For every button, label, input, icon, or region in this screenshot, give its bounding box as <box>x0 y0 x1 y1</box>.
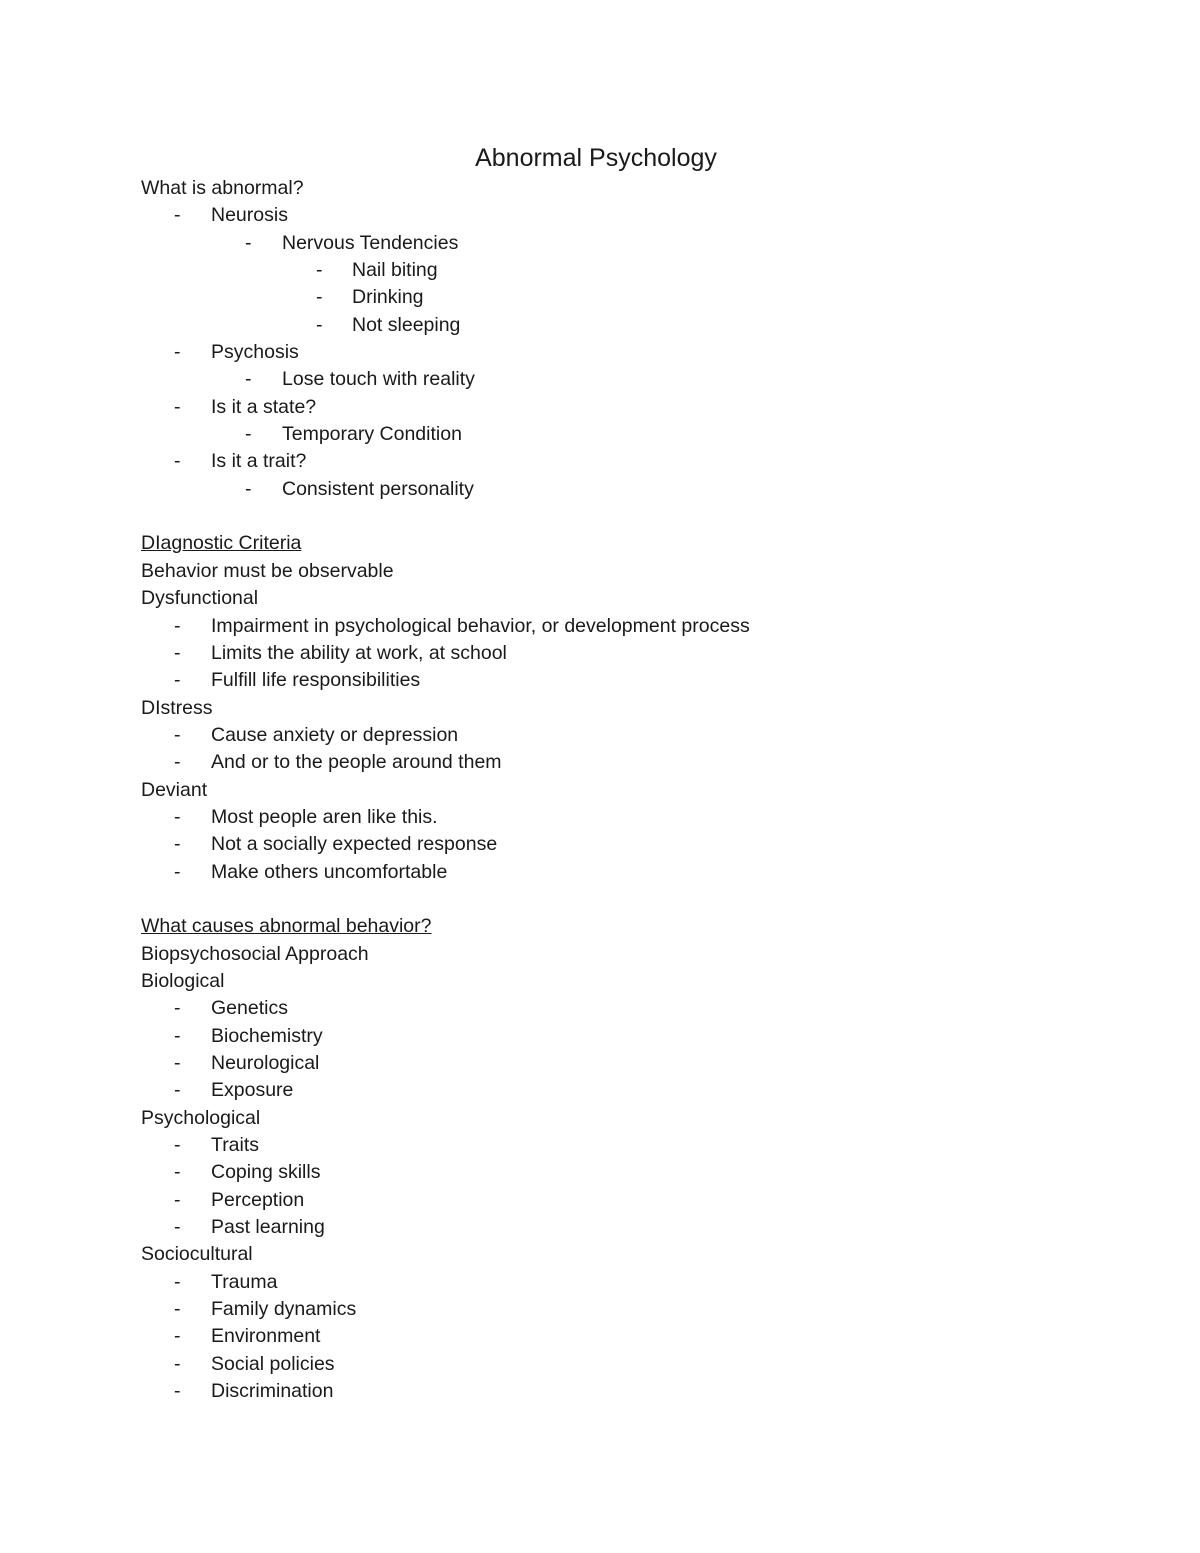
list-item <box>141 1323 1141 1350</box>
bullet-dash: - <box>245 423 252 446</box>
bullet-dash: - <box>174 997 181 1020</box>
line-text: Discrimination <box>211 1380 334 1403</box>
outline-heading <box>141 1241 1141 1268</box>
line-text: Cause anxiety or depression <box>211 723 459 746</box>
line-text: Social policies <box>211 1352 335 1375</box>
bullet-dash: - <box>174 1161 181 1184</box>
list-item <box>141 1296 1141 1323</box>
line-text: Lose touch with reality <box>282 368 475 391</box>
bullet-dash: - <box>174 395 181 418</box>
bullet-dash: - <box>174 1352 181 1375</box>
bullet-dash: - <box>174 641 181 664</box>
line-text: Exposure <box>211 1079 294 1102</box>
line-text: Coping skills <box>211 1161 321 1184</box>
outline-heading <box>141 941 1141 968</box>
bullet-dash: - <box>174 1052 181 1074</box>
bullet-dash: - <box>174 833 181 856</box>
list-item <box>141 613 1141 640</box>
list-item <box>141 995 1141 1022</box>
list-item <box>141 1378 1141 1405</box>
outline-heading <box>141 695 1141 722</box>
line-text: Make others uncomfortable <box>211 860 448 883</box>
line-text: Environment <box>211 1325 321 1348</box>
line-text: Neurological <box>211 1052 320 1074</box>
list-item <box>141 749 1141 776</box>
bullet-dash: - <box>174 1079 181 1102</box>
line-text: Traits <box>211 1134 260 1157</box>
bullet-dash: - <box>174 614 181 637</box>
document-title: Abnormal Psychology <box>475 144 717 172</box>
bullet-dash: - <box>174 1325 181 1348</box>
list-item <box>141 640 1141 667</box>
list-item <box>141 1023 1141 1050</box>
bullet-dash: - <box>174 805 181 828</box>
bullet-dash: - <box>174 723 181 746</box>
list-item <box>141 831 1141 858</box>
list-item <box>141 202 1141 229</box>
list-item <box>141 1077 1141 1104</box>
outline-heading <box>141 777 1141 804</box>
line-text: Perception <box>211 1188 305 1211</box>
bullet-dash: - <box>316 313 323 336</box>
line-text: Limits the ability at work, at school <box>211 641 507 664</box>
list-item <box>141 284 1141 311</box>
line-text: Neurosis <box>211 204 288 227</box>
bullet-dash: - <box>174 1188 181 1211</box>
outline-heading <box>141 1105 1141 1132</box>
bullet-dash: - <box>174 1024 181 1047</box>
bullet-dash: - <box>174 450 181 473</box>
line-text: Impairment in psychological behavior, or development process <box>211 614 750 637</box>
bullet-dash: - <box>316 286 323 309</box>
list-item <box>141 1351 1141 1378</box>
bullet-dash: - <box>316 259 323 282</box>
line-text: Temporary Condition <box>282 423 462 446</box>
line-text: Family dynamics <box>211 1298 357 1321</box>
list-item <box>141 421 1141 448</box>
section-heading <box>141 530 1141 557</box>
line-text: And or to the people around them <box>211 751 502 774</box>
line-text: What is abnormal? <box>141 177 304 199</box>
bullet-dash: - <box>174 204 181 227</box>
list-item <box>141 476 1141 503</box>
line-text: Consistent personality <box>282 477 474 500</box>
list-item <box>141 448 1141 475</box>
list-item <box>141 339 1141 366</box>
list-item <box>141 1214 1141 1241</box>
line-text: Sociocultural <box>141 1243 253 1266</box>
line-text: Biological <box>141 969 225 992</box>
line-text: Drinking <box>352 286 424 309</box>
outline-heading <box>141 558 1141 585</box>
line-text: Biopsychosocial Approach <box>141 942 369 965</box>
line-text: Not a socially expected response <box>211 833 498 856</box>
outline-heading <box>141 585 1141 612</box>
bullet-dash: - <box>174 1380 181 1403</box>
list-item <box>141 230 1141 257</box>
bullet-dash: - <box>174 1134 181 1157</box>
line-text: Is it a trait? <box>211 450 307 473</box>
line-text: Genetics <box>211 997 288 1020</box>
blank-line <box>141 886 1141 913</box>
list-item <box>141 366 1141 393</box>
list-item <box>141 1269 1141 1296</box>
bullet-dash: - <box>174 1298 181 1321</box>
bullet-dash: - <box>174 669 181 692</box>
list-item <box>141 257 1141 284</box>
line-text: DIagnostic Criteria <box>141 532 302 555</box>
blank-line <box>141 503 1141 530</box>
line-text: Not sleeping <box>352 313 461 336</box>
document-body <box>141 175 1141 1405</box>
bullet-dash: - <box>245 368 252 391</box>
line-text: Psychosis <box>211 341 299 364</box>
bullet-dash: - <box>174 751 181 774</box>
line-text: DIstress <box>141 696 213 719</box>
list-item <box>141 312 1141 339</box>
line-text: Is it a state? <box>211 395 317 418</box>
bullet-dash: - <box>174 1270 181 1293</box>
bullet-dash: - <box>174 1216 181 1239</box>
list-item <box>141 1132 1141 1159</box>
line-text: Fulfill life responsibilities <box>211 669 421 692</box>
line-text: What causes abnormal behavior? <box>141 915 432 938</box>
list-item <box>141 804 1141 831</box>
line-text: Deviant <box>141 778 208 801</box>
line-text: Dysfunctional <box>141 587 259 610</box>
outline-heading <box>141 175 1141 202</box>
list-item <box>141 722 1141 749</box>
list-item <box>141 859 1141 886</box>
line-text: Most people aren like this. <box>211 805 438 828</box>
line-text: Psychological <box>141 1106 261 1129</box>
line-text: Nail biting <box>352 259 438 282</box>
line-text: Behavior must be observable <box>141 559 394 582</box>
bullet-dash: - <box>174 341 181 364</box>
line-text: Past learning <box>211 1216 325 1239</box>
bullet-dash: - <box>174 860 181 883</box>
section-heading <box>141 913 1141 940</box>
line-text: Trauma <box>211 1270 278 1293</box>
bullet-dash: - <box>245 231 252 254</box>
list-item <box>141 1187 1141 1214</box>
outline-heading <box>141 968 1141 995</box>
list-item <box>141 1159 1141 1186</box>
line-text: Biochemistry <box>211 1024 323 1047</box>
line-text: Nervous Tendencies <box>282 231 459 254</box>
bullet-dash: - <box>245 477 252 500</box>
list-item <box>141 1050 1141 1077</box>
list-item <box>141 394 1141 421</box>
list-item <box>141 667 1141 694</box>
